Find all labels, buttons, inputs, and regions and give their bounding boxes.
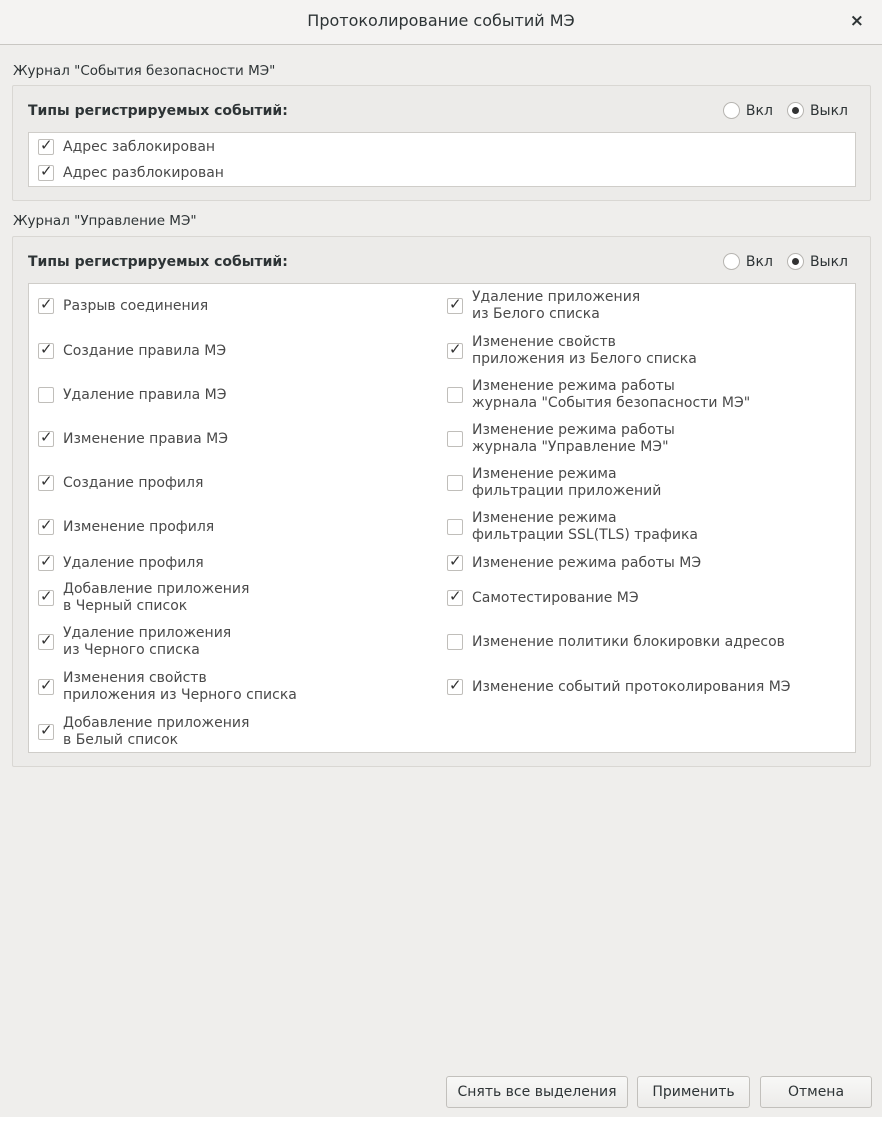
checkbox-label: Добавление приложения в Черный список bbox=[63, 581, 250, 614]
journal1-on-label: Вкл bbox=[745, 102, 773, 119]
checkbox[interactable] bbox=[38, 387, 54, 403]
checkbox[interactable] bbox=[447, 475, 463, 491]
journal1-off-radio[interactable] bbox=[787, 102, 804, 119]
checkbox-label: Изменения свойств приложения из Черного списка bbox=[63, 670, 297, 703]
event-checkbox-item[interactable] bbox=[447, 466, 661, 500]
event-checkbox-item[interactable] bbox=[38, 519, 214, 536]
checkbox[interactable] bbox=[38, 298, 54, 314]
journal2-off-label: Выкл bbox=[809, 253, 848, 270]
event-checkbox-item[interactable] bbox=[38, 475, 203, 492]
checkbox[interactable] bbox=[447, 431, 463, 447]
journal2-on-radio[interactable] bbox=[723, 253, 740, 270]
event-checkbox-item[interactable] bbox=[38, 670, 297, 704]
event-checkbox-item[interactable] bbox=[38, 625, 231, 659]
checkbox[interactable] bbox=[38, 519, 54, 535]
event-checkbox-item[interactable] bbox=[38, 431, 228, 448]
checkbox[interactable] bbox=[38, 139, 54, 155]
journal1-on-radio[interactable] bbox=[723, 102, 740, 119]
dialog-title: Протоколирование событий МЭ bbox=[307, 11, 575, 30]
event-checkbox-item[interactable] bbox=[38, 715, 249, 749]
checkbox[interactable] bbox=[447, 555, 463, 571]
journal1-off-label: Выкл bbox=[809, 102, 848, 119]
checkbox[interactable] bbox=[447, 634, 463, 650]
checkbox[interactable] bbox=[447, 679, 463, 695]
checkbox[interactable] bbox=[38, 555, 54, 571]
checkbox-label: Изменение режима работы МЭ bbox=[472, 554, 702, 571]
checkbox[interactable] bbox=[38, 431, 54, 447]
checkbox[interactable] bbox=[447, 590, 463, 606]
event-checkbox-item[interactable] bbox=[447, 378, 750, 412]
journal1-frame bbox=[12, 85, 871, 201]
journal2-on-label: Вкл bbox=[745, 253, 773, 270]
checkbox-label: Изменение режима работы журнала "Управление МЭ" bbox=[472, 422, 675, 455]
checkbox[interactable] bbox=[447, 387, 463, 403]
checkbox-label: Удаление приложения из Черного списка bbox=[63, 625, 232, 658]
checkbox[interactable] bbox=[38, 590, 54, 606]
checkbox[interactable] bbox=[38, 634, 54, 650]
title-bar bbox=[0, 0, 882, 45]
event-checkbox-item[interactable] bbox=[447, 634, 785, 651]
checkbox-label: Адрес разблокирован bbox=[63, 164, 224, 181]
checkbox-label: Удаление правила МЭ bbox=[63, 386, 227, 403]
checkbox-label: Изменение событий протоколирования МЭ bbox=[472, 678, 791, 695]
checkbox[interactable] bbox=[447, 343, 463, 359]
event-checkbox-item[interactable] bbox=[38, 555, 204, 572]
checkbox[interactable] bbox=[38, 343, 54, 359]
checkbox-label: Разрыв соединения bbox=[63, 297, 209, 314]
event-checkbox-item[interactable] bbox=[447, 555, 701, 572]
checkbox-label: Добавление приложения в Белый список bbox=[63, 715, 250, 748]
journal2-frame bbox=[12, 236, 871, 767]
event-checkbox-item[interactable] bbox=[38, 298, 208, 315]
checkbox[interactable] bbox=[38, 475, 54, 491]
journal2-header: Типы регистрируемых событий: bbox=[28, 254, 288, 270]
checkbox-label: Создание профиля bbox=[63, 474, 204, 491]
journal1-event-list bbox=[28, 132, 856, 187]
event-checkbox-item[interactable] bbox=[447, 590, 639, 607]
checkbox-label: Изменение правиа МЭ bbox=[63, 430, 229, 447]
journal1-label: Журнал "События безопасности МЭ" bbox=[13, 63, 276, 79]
checkbox-label: Изменение режима фильтрации приложений bbox=[472, 466, 662, 499]
event-checkbox-item[interactable] bbox=[447, 422, 675, 456]
event-checkbox-item[interactable] bbox=[38, 387, 226, 404]
close-icon[interactable]: × bbox=[849, 11, 864, 31]
event-checkbox-item[interactable] bbox=[38, 581, 249, 615]
journal2-label: Журнал "Управление МЭ" bbox=[13, 213, 197, 229]
checkbox[interactable] bbox=[38, 679, 54, 695]
event-checkbox-item[interactable] bbox=[38, 139, 215, 156]
event-checkbox-item[interactable] bbox=[38, 343, 226, 360]
checkbox-label: Изменение политики блокировки адресов bbox=[472, 633, 785, 650]
journal2-off-radio[interactable] bbox=[787, 253, 804, 270]
checkbox-label: Изменение свойств приложения из Белого списка bbox=[472, 334, 697, 367]
checkbox[interactable] bbox=[447, 298, 463, 314]
event-checkbox-item[interactable] bbox=[447, 334, 697, 368]
checkbox[interactable] bbox=[38, 165, 54, 181]
journal2-event-list bbox=[28, 283, 856, 753]
cancel-button[interactable]: Отмена bbox=[760, 1076, 872, 1108]
checkbox-label: Самотестирование МЭ bbox=[472, 589, 639, 606]
checkbox-label: Адрес заблокирован bbox=[63, 138, 216, 155]
checkbox[interactable] bbox=[447, 519, 463, 535]
event-checkbox-item[interactable] bbox=[447, 510, 698, 544]
event-checkbox-item[interactable] bbox=[447, 679, 791, 696]
event-checkbox-item[interactable] bbox=[447, 289, 640, 323]
checkbox-label: Создание правила МЭ bbox=[63, 342, 227, 359]
clear-all-button[interactable]: Снять все выделения bbox=[446, 1076, 628, 1108]
checkbox-label: Удаление приложения из Белого списка bbox=[472, 289, 641, 322]
event-checkbox-item[interactable] bbox=[38, 165, 224, 182]
checkbox-label: Изменение режима фильтрации SSL(TLS) трафика bbox=[472, 510, 698, 543]
checkbox[interactable] bbox=[38, 724, 54, 740]
checkbox-label: Изменение режима работы журнала "События безопасности МЭ" bbox=[472, 378, 751, 411]
checkbox-label: Удаление профиля bbox=[63, 554, 204, 571]
checkbox-label: Изменение профиля bbox=[63, 518, 215, 535]
journal1-header: Типы регистрируемых событий: bbox=[28, 103, 288, 119]
apply-button[interactable]: Применить bbox=[637, 1076, 750, 1108]
